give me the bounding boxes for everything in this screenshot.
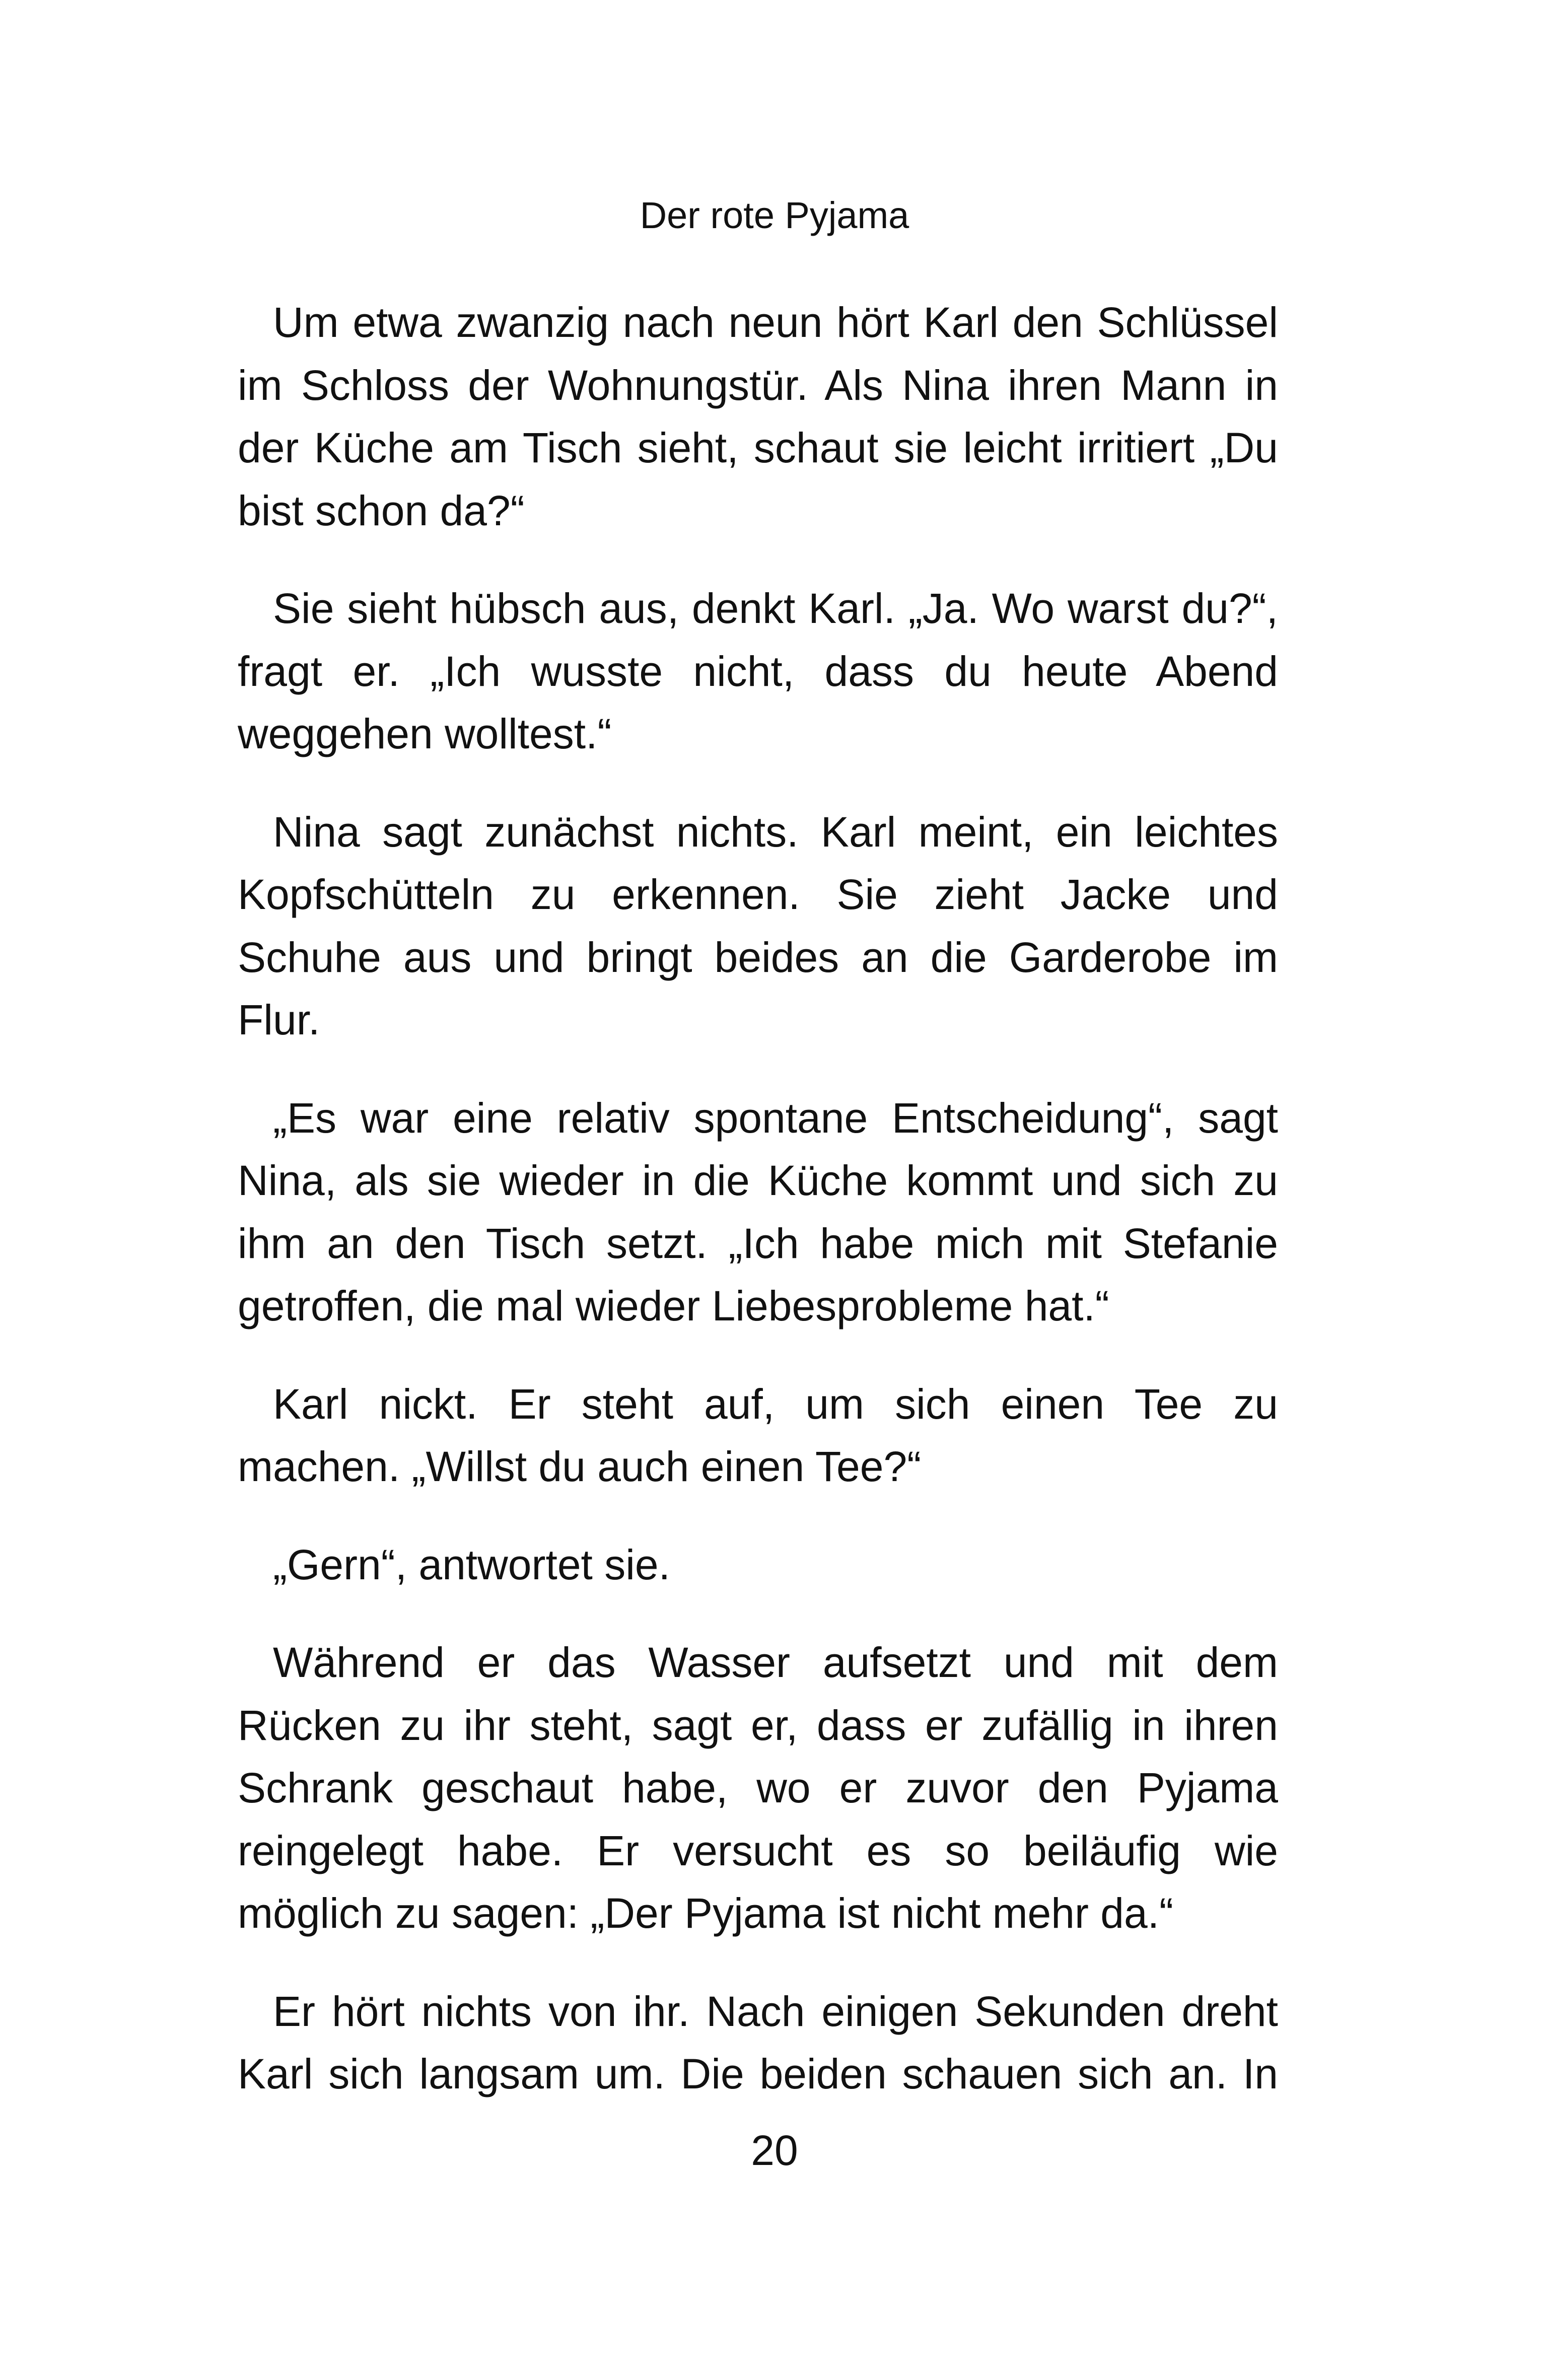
body-text [238,291,1278,2106]
running-head: Der rote Pyjama [640,194,909,236]
paragraph-6: „Gern“, antwortet sie. [273,1541,670,1588]
page-number: 20 [751,2127,798,2174]
paragraph-8: Er hört nichts von ihr. Nach einigen Sekunden dreht Karl sich langsam um. Die beiden schauen sich an. In [238,1987,1278,2097]
paragraph-5: Karl nickt. Er steht auf, um sich einen Tee zu machen. „Willst du auch einen Tee?“ [238,1380,1278,1490]
paragraph-4: „Es war eine relativ spontane Entscheidung“, sagt Nina, als sie wieder in die Küche kommt und sich zu ihm an den Tisch setzt. „Ich habe mich mit Stefanie getroffen, die mal wieder Liebesprobleme hat.“ [238,1094,1278,1329]
paragraph-3: Nina sagt zunächst nichts. Karl meint, ein leichtes Kopfschütteln zu erkennen. Sie zieht Jacke und Schuhe aus und bringt beides an die Garderobe im Flur. [238,808,1278,1043]
paragraph-2: Sie sieht hübsch aus, denkt Karl. „Ja. Wo warst du?“, fragt er. „Ich wusste nicht, dass du heute Abend weggehen wolltest.“ [238,585,1278,757]
paragraph-7: Während er das Wasser aufsetzt und mit dem Rücken zu ihr steht, sagt er, dass er zufällig in ihren Schrank geschaut habe, wo er zuvor den Pyjama reingelegt habe. Er versucht es so beiläufig wie möglich zu sagen: „Der Pyjama ist nicht mehr da.“ [238,1639,1278,1937]
paragraph-1: Um etwa zwanzig nach neun hört Karl den Schlüssel im Schloss der Wohnungstür. Als Nina ihren Mann in der Küche am Tisch sieht, schaut sie leicht irritiert „Du bist schon da?“ [238,299,1278,534]
